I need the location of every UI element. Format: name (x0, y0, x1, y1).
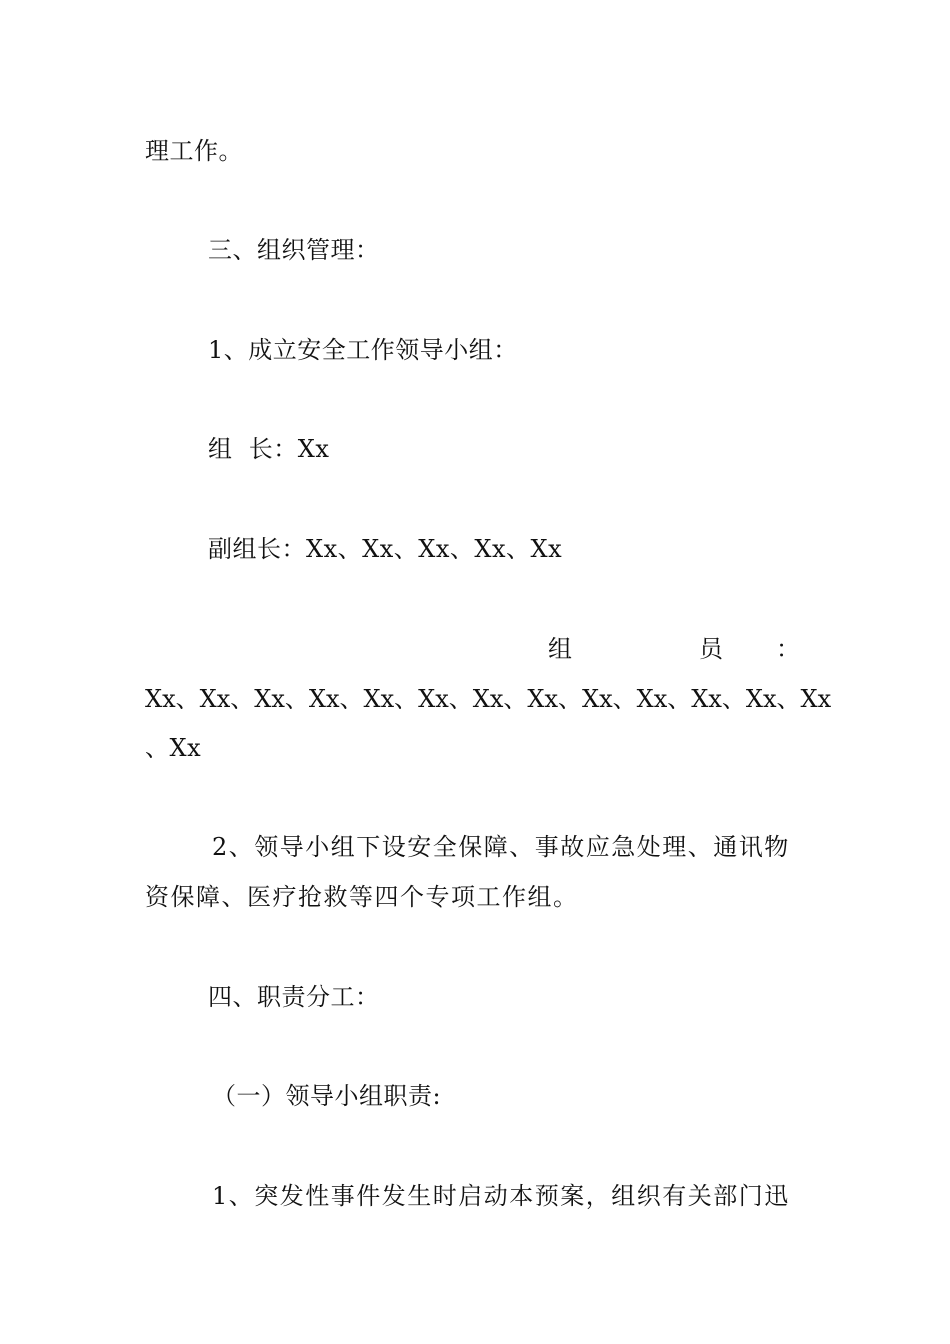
member-entry: Xx、 (199, 685, 255, 713)
member-entry: Xx、 (308, 685, 364, 713)
member-entry: Xx、 (745, 685, 801, 713)
members-list-line-1 (145, 684, 832, 714)
member-entry: Xx、 (582, 685, 637, 713)
group-leader: 组 长：Xx (208, 435, 330, 463)
duty-item-1: 1、突发性事件发生时启动本预案，组织有关部门迅 (212, 1182, 790, 1210)
item-subgroups-line-1: 2、领导小组下设安全保障、事故应急处理、通讯物 (212, 833, 790, 861)
member-entry: Xx、 (636, 685, 692, 713)
paragraph-tail: 理工作。 (145, 137, 243, 165)
section-heading-duties: 四、职责分工： (208, 983, 380, 1011)
deputy-leaders: 副组长：Xx、Xx、Xx、Xx、Xx (208, 535, 563, 563)
item-subgroups-line-2: 资保障、医疗抢救等四个专项工作组。 (145, 883, 579, 911)
members-list-line-2: 、Xx (145, 734, 202, 762)
item-establish-group: 1、成立安全工作领导小组： (208, 336, 518, 364)
section-heading-organization: 三、组织管理： (208, 236, 380, 264)
member-entry: Xx、 (145, 685, 200, 713)
member-entry: Xx、 (254, 685, 309, 713)
member-entry: Xx、 (472, 685, 528, 713)
members-label-char-2: 员 (699, 635, 724, 663)
member-entry: Xx、 (418, 685, 473, 713)
member-entry: Xx、 (691, 685, 746, 713)
members-label-colon: ： (776, 635, 801, 663)
member-entry: Xx、 (527, 685, 582, 713)
member-entry: Xx、 (363, 685, 419, 713)
member-entry: Xx (800, 685, 832, 713)
sub-heading-leadership-duties: （一）领导小组职责: (212, 1082, 442, 1110)
members-label-char-1: 组 (548, 635, 573, 663)
